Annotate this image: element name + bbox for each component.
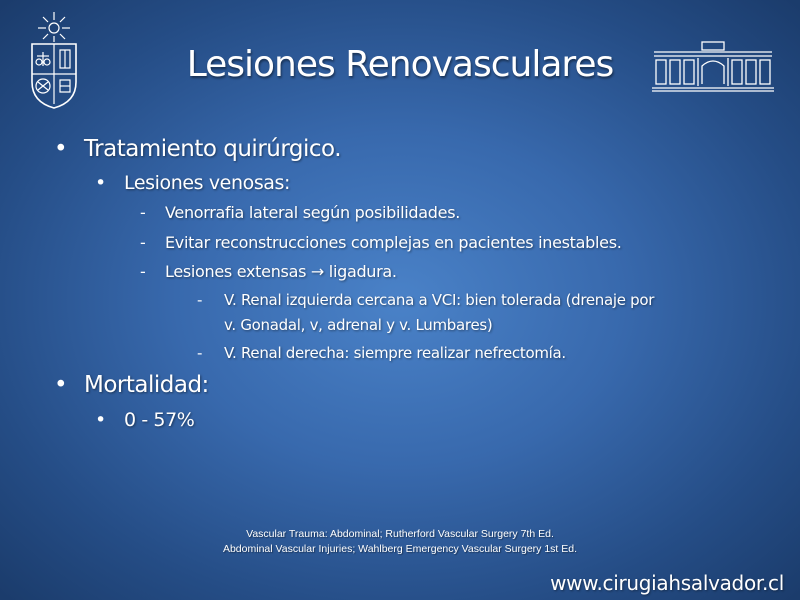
bullet-item: Lesiones extensas → ligadura.	[165, 262, 397, 281]
bullet-item: Lesiones venosas:	[124, 172, 291, 194]
bullet-item: 0 - 57%	[124, 409, 195, 431]
bullet-marker: •	[54, 372, 68, 398]
bullet-item: Venorrafia lateral según posibilidades.	[165, 203, 461, 222]
website-url: www.cirugiahsalvador.cl	[550, 571, 784, 595]
dash-marker: -	[140, 203, 146, 222]
references	[0, 527, 800, 557]
bullet-item: V. Renal derecha: siempre realizar nefrectomía.	[224, 344, 566, 362]
bullet-item: Evitar reconstrucciones complejas en pacientes inestables.	[165, 233, 622, 252]
bullet-marker: •	[95, 172, 106, 194]
dash-marker: -	[140, 262, 146, 281]
bullet-marker: •	[54, 136, 68, 162]
bullet-item: Mortalidad:	[84, 372, 209, 398]
bullet-marker: •	[95, 409, 106, 431]
bullet-item: Tratamiento quirúrgico.	[84, 136, 342, 162]
bullet-item: V. Renal izquierda cercana a VCI: bien tolerada (drenaje por	[224, 291, 655, 309]
dash-marker: -	[197, 344, 203, 362]
dash-marker: -	[140, 233, 146, 252]
reference-line: Vascular Trauma: Abdominal; Rutherford Vascular Surgery 7th Ed.	[246, 528, 554, 540]
slide-title: Lesiones Renovasculares	[186, 44, 614, 85]
reference-line: Abdominal Vascular Injuries; Wahlberg Emergency Vascular Surgery 1st Ed.	[222, 543, 578, 555]
dash-marker: -	[197, 291, 203, 309]
bullet-item-continuation: v. Gonadal, v, adrenal y v. Lumbares)	[224, 316, 493, 334]
